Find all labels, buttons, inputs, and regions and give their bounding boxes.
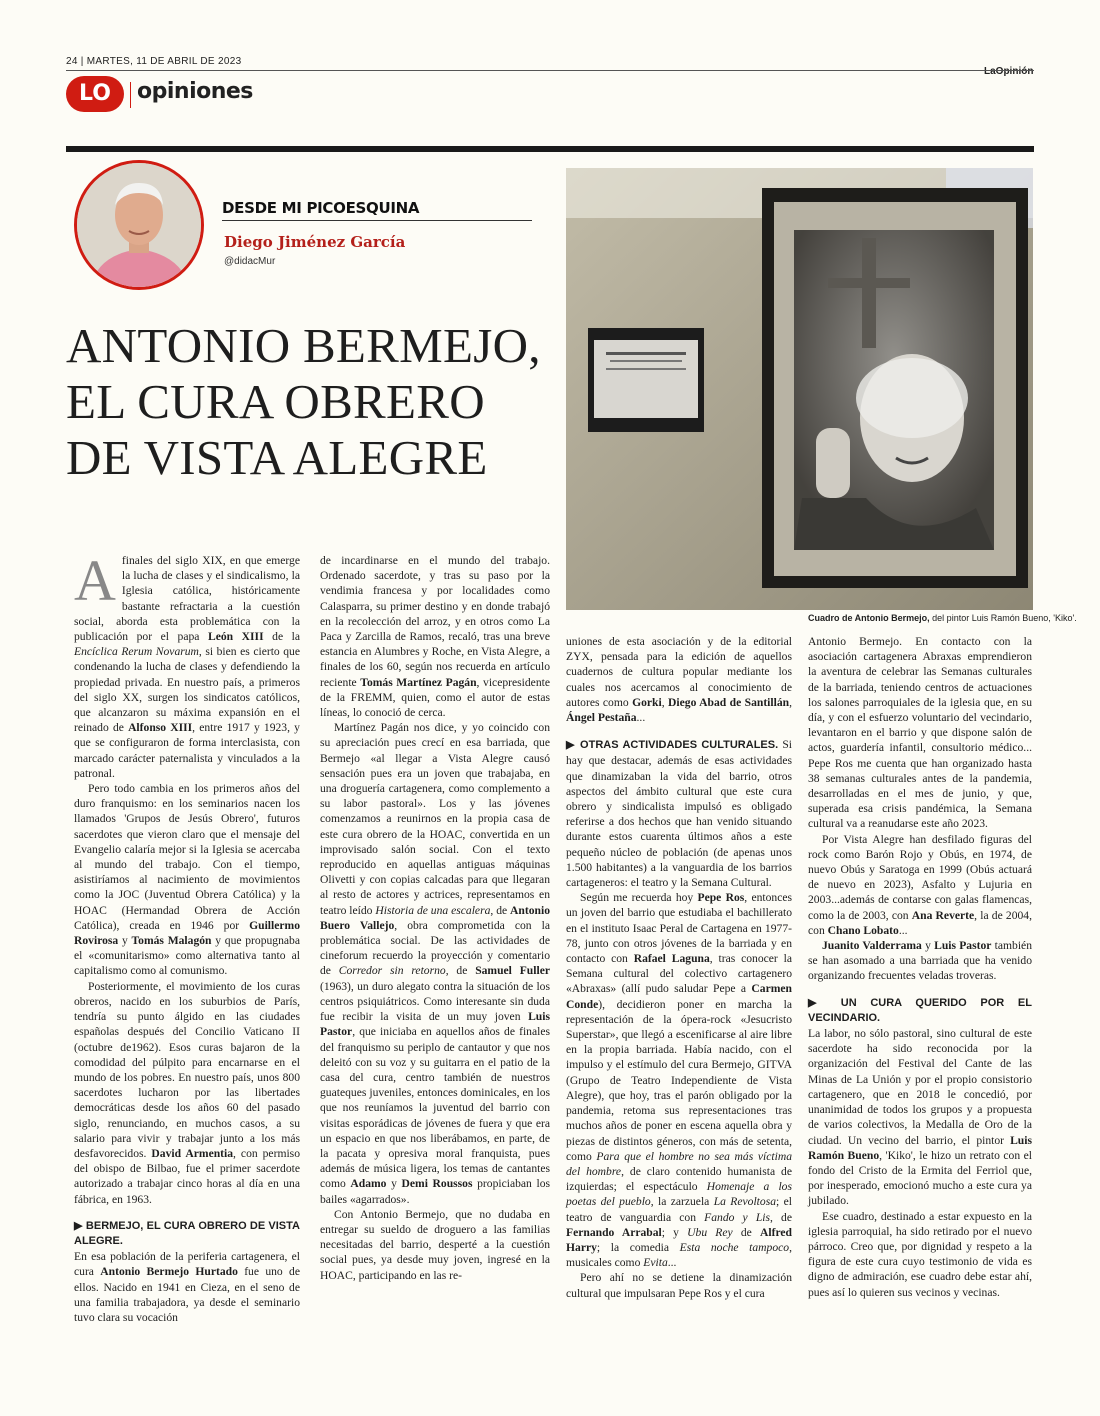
- paragraph: Juanito Valderrama y Luis Pastor también se han asomado a una barriada que ha venido organizando frecuentes veladas troveras.: [808, 939, 1033, 983]
- paragraph: Con Antonio Bermejo, que no dudaba en entregar su sueldo de droguero a las familias necesitadas del barrio, desperté a la cuestión social pues, ya desde muy joven, ingresé en la HOAC, participando en las re-: [320, 1207, 550, 1282]
- article-top-bar: [66, 146, 1034, 152]
- body-column-2: [320, 553, 550, 1283]
- paragraph: ▶ BERMEJO, EL CURA OBRERO DE VISTA ALEGRE. En esa población de la periferia cartagenera, el cura Antonio Bermejo Hurtado fue uno de ellos. Nacido en 1941 en Cieza, en el seno de una familia trabajadora, ya desde el seminario tuvo clara su vocación: [74, 1219, 300, 1324]
- column-label: DESDE MI PICOESQUINA: [222, 199, 420, 217]
- paragraph: Según me recuerda hoy Pepe Ros, entonces un joven del barrio que estudiaba el bachillerato en el instituto Isaac Peral de Cartagena en 1977-78, junto con otros jóvenes de la barriada y en contacto con Rafael Laguna, tras conocer la Semana cultural del colectivo cartagenero «Abraxas» (allí pudo saludar Pepe a Carmen Conde), decidieron poner en marcha la representación de la ópera-rock «Jesucristo Superstar», que llegó a escenificarse al aire libre en la propia barriada. Había nacido, con el impulso y el estímulo del cura Bermejo, GITVA (Grupo de Teatro Independiente de Vista Alegre), que hoy, tras el parón obligado por la pandemia, retoma sus representaciones tras muchos años de poner en escena aquella obra y piezas de distintos géneros, con más de setenta, como Para que el hombre no sea más víctima del hombre, de claro contenido humanista de izquierdas; el espectáculo Homenaje a los poetas del pueblo, la zarzuela La Revoltosa; el teatro de vanguardia con Fando y Lis, de Fernando Arrabal; y Ubu Rey de Alfred Harry; la comedia Esta noche tampoco, musicales como Evita...: [566, 891, 793, 1270]
- caption-rest: del pintor Luis Ramón Bueno, 'Kiko'.: [929, 613, 1077, 623]
- author-name: Diego Jiménez García: [224, 233, 406, 251]
- subheading: ▶ BERMEJO, EL CURA OBRERO DE VISTA ALEGRE.: [74, 1219, 300, 1247]
- column-rule: [222, 220, 532, 221]
- author-portrait: [74, 160, 204, 290]
- author-handle[interactable]: @didacMur: [224, 256, 276, 267]
- article-photo: [566, 168, 1033, 610]
- drop-cap: A: [74, 548, 116, 613]
- paragraph: uniones de esta asociación y de la editorial ZYX, pensada para la edición de aquellos cuadernos de cultura popular mediante los cuales nos acercamos al conocimiento de autores como Gorki, Diego Abad de Santillán, Ángel Pestaña...: [566, 635, 792, 725]
- paragraph: Por Vista Alegre han desfilado figuras del rock como Barón Rojo y Obús, en 1974, de nuevo Obús y Saratoga en 1999 (Obús actuará de nuevo en 2023), Asfalto y Lujuria en 2003...además de contarse con galas flamencas, como la de 2003, con Ana Reverte, la de 2004, con Chano Lobato...: [808, 832, 1032, 937]
- paragraph: ▶ OTRAS ACTIVIDADES CULTURALES. Si hay que destacar, además de esas actividades que dinamizaban la vida del barrio, otros aspectos del ámbito cultural que este cura obrero y sindicalista impulsó es obligado referirse a dos hechos que han venido situando durante estos cuarenta últimos años a este pequeño núcleo de población (de apenas unos 1.500 habitantes) a la vanguardia de los barrios cartageneros: el teatro y la Semana Cultural.: [566, 738, 792, 890]
- body-column-1: [74, 548, 301, 1325]
- paragraph: Posteriormente, el movimiento de los curas obreros, nacido en los suburbios de París, tendría su punto álgido en las ciudades españolas después del Concilio Vaticano II (octubre de1962). Esos curas bajaron de la comodidad del púlpito para encarnarse en el mundo de los pobres. En nuestro país, unos 800 sacerdotes lucharon por las libertades democráticas desde los años 60 del pasado siglo, renunciando, en muchos casos, a su salario para vivir y trabajar junto a los más desfavorecidos. David Armentia, con permiso del obispo de Bilbao, fue el primer sacerdote autorizado a trabajar cinco horas al día en una fábrica, en 1963.: [74, 979, 300, 1206]
- subheading: ▶ UN CURA QUERIDO POR EL VECINDARIO.: [808, 996, 1032, 1024]
- page-header-line: 24 | MARTES, 11 DE ABRIL DE 2023: [66, 56, 242, 67]
- author-portrait-icon: [77, 163, 201, 287]
- photo-caption: [808, 613, 1077, 623]
- body-column-3: [566, 634, 792, 1301]
- paragraph: A finales del siglo XIX, en que emerge la lucha de clases y el sindicalismo, la Iglesia católica, históricamente bastante refractaria a la cuestión social, aborda esta problemática con la publicación por el papa León XIII de la Encíclica Rerum Novarum, si bien es cierto que condenando la lucha de clases y defendiendo la propiedad privada. En nuestro país, a primeros del siglo XX, surgen los sindicatos católicos, que alcanzaron su máxima expansión en el reinado de Alfonso XIII, entre 1917 y 1923, y que se configuraron de forma interclasista, con marcado carácter paternalista y vinculados a la patronal.: [74, 548, 301, 780]
- section-divider: [130, 82, 131, 108]
- framed-portrait-photo: [566, 168, 1033, 610]
- paragraph: Antonio Bermejo. En contacto con la asociación cartagenera Abraxas emprendieron la aventura de celebrar las Semanas culturales de la barriada, teniendo centros de actuaciones los salones parroquiales de la iglesia que, en su día, y con el esfuerzo voluntario del vecindario, levantaron en el barrio y que dispone salón de actos, guardería infantil, consultorio médico... Pepe Ros me cuenta que han organizado hasta 38 semanas culturales antes de la pandemia, desarrolladas en el mes de junio, y que, superada esa crisis pandémica, la Semana cultural va a reanudarse este año 2023.: [808, 635, 1032, 831]
- header-rule: [66, 70, 1034, 71]
- newspaper-brand: LaOpinión: [984, 66, 1034, 77]
- newspaper-logo: LO: [66, 76, 124, 112]
- section-label: opiniones: [137, 79, 253, 104]
- subheading: ▶ OTRAS ACTIVIDADES CULTURALES.: [566, 739, 779, 752]
- paragraph: de incardinarse en el mundo del trabajo. Ordenado sacerdote, y tras su paso por la vendimia francesa y por localidades como Calasparra, su primer destino y en donde trabajó en la recolección del arroz, y en otros como La Paca y Zarcilla de Ramos, recaló, tras una breve estancia en Alumbres y Roche, en Vista Alegre, a finales de los 60, según nos recuerda en artículo reciente Tomás Martínez Pagán, vicepresidente de la FREMM, quien, como el autor de estas líneas, lo conoció de cerca.: [320, 554, 550, 720]
- article-headline: ANTONIO BERMEJO, EL CURA OBRERO DE VISTA ALEGRE: [66, 318, 541, 485]
- paragraph: Martínez Pagán nos dice, y yo coincido con su apreciación pues crecí en esa barriada, que Bermejo «al llegar a Vista Alegre causó sensación pues era un joven que trabajaba, en una droguería cartagenera, como complemento a su labor pastoral». Los y las jóvenes comenzamos a reunirnos en la propia casa de este cura obrero de la HOAC, convertida en un improvisado salón social. Con el texto reproducido en aquellas antiguas máquinas Olivetti y con copias calcadas para que llegaran al resto de actores y actrices, representamos en teatro leído Historia de una escalera, de Antonio Buero Vallejo, obra comprometida con la problemática social. De las actividades de cineforum recuerdo la proyección y comentario de Corredor sin retorno, de Samuel Fuller (1963), un duro alegato contra la situación de los centros psiquiátricos. Como interesante sin duda fue recibir la visita de un muy joven Luis Pastor, que iniciaba en aquellos años de finales del franquismo su periplo de cantautor y que nos deleitó con su voz y su guitarra en el patio de la casa del cura, centro también de nuestros guateques juveniles, entonces dominicales, en los que nos reuníamos la juventud del barrio con visitas esporádicas de jóvenes de fuera y que era un espacio en que nos liberábamos, en parte, de la pacata y opresiva moral franquista, pues además de música ligera, los temas de cantantes como Adamo y Demi Roussos propiciaban los bailes «agarrados».: [320, 721, 551, 1206]
- paragraph: Pero todo cambia en los primeros años del duro franquismo: en los seminarios nacen los llamados 'Grupos de Jesús Obrero', futuros sacerdotes que vieron claro que el mensaje del Evangelio calaría mejor si la Iglesia se acercaba al mundo del trabajo. Con el tiempo, asistiríamos al nacimiento de movimientos como la JOC (Juventud Obrera Católica) y la HOAC (Hermandad Obrera de Acción Católica), creada en 1946 por Guillermo Rovirosa y Tomás Malagón y que propugnaba el «comunitarismo» como alternativa tanto al capitalismo como al comunismo.: [74, 782, 300, 978]
- paragraph: ▶ UN CURA QUERIDO POR EL VECINDARIO. La labor, no sólo pastoral, sino cultural de este sacerdote ha sido reconocida por la organización del Festival del Cante de las Minas de La Unión y por el propio consistorio cartagenero, que en 2018 le concedió, por unanimidad de todos los grupos y a propuesta de varios colectivos, la Medalla de Oro de la ciudad. Un vecino del barrio, el pintor Luis Ramón Bueno, 'Kiko', le hizo un retrato con el fondo del Cristo de la Ermita del Ferriol que, por inesperado, emocionó mucho a este cura ya jubilado.: [808, 996, 1033, 1208]
- paragraph: Pero ahí no se detiene la dinamización cultural que impulsaran Pepe Ros y el cura: [566, 1271, 792, 1300]
- body-column-4: [808, 634, 1032, 1300]
- paragraph: Ese cuadro, destinado a estar expuesto en la iglesia parroquial, ha sido retirado por el nuevo párroco. Creo que, por dignidad y respeto a la figura de este cura cuyo testimonio de vida es digno de admiración, ese cuadro debe estar ahí, pues así lo quieren sus vecinos y vecinas.: [808, 1209, 1032, 1299]
- caption-bold: Cuadro de Antonio Bermejo,: [808, 613, 930, 623]
